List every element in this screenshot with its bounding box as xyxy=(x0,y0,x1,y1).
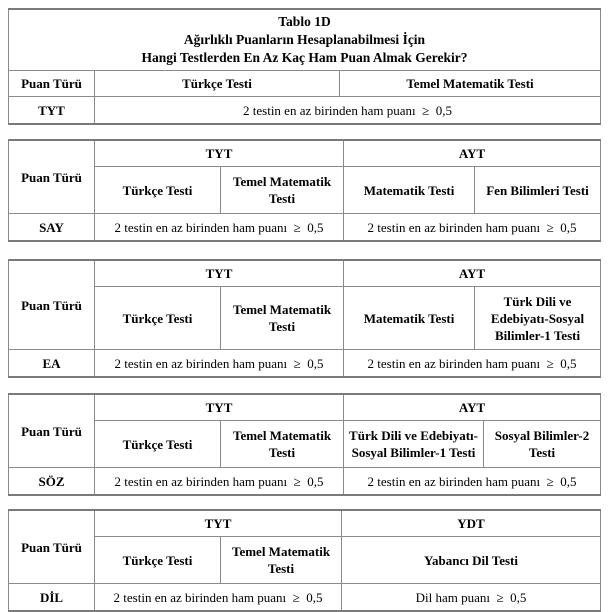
group-header-ayt: AYT xyxy=(344,260,601,287)
corner-header-puan-turu: Puan Türü xyxy=(9,260,95,350)
corner-header-puan-turu: Puan Türü xyxy=(9,71,95,97)
group-header-tyt: TYT xyxy=(95,510,342,537)
row-value-soz-tyt: 2 testin en az birinden ham puanı ≥ 0,5 xyxy=(95,468,344,496)
row-value-say-tyt: 2 testin en az birinden ham puanı ≥ 0,5 xyxy=(95,214,344,242)
group-header-tyt: TYT xyxy=(95,394,344,421)
column-header-matematik-testi: Matematik Testi xyxy=(344,167,475,214)
column-header-temel-matematik-testi: Temel Matematik Testi xyxy=(221,167,344,214)
column-header-temel-matematik-testi: Temel Matematik Testi xyxy=(221,421,344,468)
corner-header-puan-turu: Puan Türü xyxy=(9,394,95,468)
table-ea xyxy=(8,259,601,378)
title-line-1: Tablo 1D xyxy=(278,14,331,29)
column-header-yabanci-dil-testi: Yabancı Dil Testi xyxy=(342,537,601,584)
row-value-ea-tyt: 2 testin en az birinden ham puanı ≥ 0,5 xyxy=(95,350,344,378)
table-say xyxy=(8,139,601,242)
row-value-ea-ayt: 2 testin en az birinden ham puanı ≥ 0,5 xyxy=(344,350,601,378)
group-header-tyt: TYT xyxy=(95,260,344,287)
column-header-turkce-testi: Türkçe Testi xyxy=(95,167,221,214)
table-title xyxy=(9,9,601,71)
table-tyt xyxy=(8,8,601,125)
column-header-turk-dili-sosyal-bilimler-1-testi: Türk Dili ve Edebiyatı-Sosyal Bilimler-1 Testi xyxy=(475,287,601,350)
row-value-dil-ydt: Dil ham puanı ≥ 0,5 xyxy=(342,584,601,612)
row-value-dil-tyt: 2 testin en az birinden ham puanı ≥ 0,5 xyxy=(95,584,342,612)
column-header-temel-matematik-testi: Temel Matematik Testi xyxy=(221,287,344,350)
table-dil xyxy=(8,509,601,612)
column-header-turkce-testi: Türkçe Testi xyxy=(95,71,340,97)
column-header-matematik-testi: Matematik Testi xyxy=(344,287,475,350)
column-header-fen-bilimleri-testi: Fen Bilimleri Testi xyxy=(475,167,601,214)
column-header-temel-matematik-testi: Temel Matematik Testi xyxy=(221,537,342,584)
group-header-tyt: TYT xyxy=(95,140,344,167)
row-label-tyt: TYT xyxy=(9,97,95,125)
title-line-2: Ağırlıklı Puanların Hesaplanabilmesi İçin xyxy=(183,32,426,47)
corner-header-puan-turu: Puan Türü xyxy=(9,510,95,584)
row-label-dil: DİL xyxy=(9,584,95,612)
row-value-soz-ayt: 2 testin en az birinden ham puanı ≥ 0,5 xyxy=(344,468,601,496)
row-label-soz: SÖZ xyxy=(9,468,95,496)
table-soz xyxy=(8,393,601,496)
column-header-turkce-testi: Türkçe Testi xyxy=(95,537,221,584)
column-header-sosyal-bilimler-2-testi: Sosyal Bilimler-2 Testi xyxy=(484,421,601,468)
corner-header-puan-turu: Puan Türü xyxy=(9,140,95,214)
group-header-ayt: AYT xyxy=(344,140,601,167)
column-header-turk-dili-sosyal-bilimler-1-testi: Türk Dili ve Edebiyatı-Sosyal Bilimler-1 Testi xyxy=(344,421,484,468)
column-header-turkce-testi: Türkçe Testi xyxy=(95,287,221,350)
group-header-ayt: AYT xyxy=(344,394,601,421)
row-value-say-ayt: 2 testin en az birinden ham puanı ≥ 0,5 xyxy=(344,214,601,242)
title-line-3: Hangi Testlerden En Az Kaç Ham Puan Almak Gerekir? xyxy=(141,50,468,65)
row-value-tyt: 2 testin en az birinden ham puanı ≥ 0,5 xyxy=(95,97,601,125)
column-header-turkce-testi: Türkçe Testi xyxy=(95,421,221,468)
row-label-say: SAY xyxy=(9,214,95,242)
column-header-temel-matematik-testi: Temel Matematik Testi xyxy=(340,71,601,97)
group-header-ydt: YDT xyxy=(342,510,601,537)
row-label-ea: EA xyxy=(9,350,95,378)
